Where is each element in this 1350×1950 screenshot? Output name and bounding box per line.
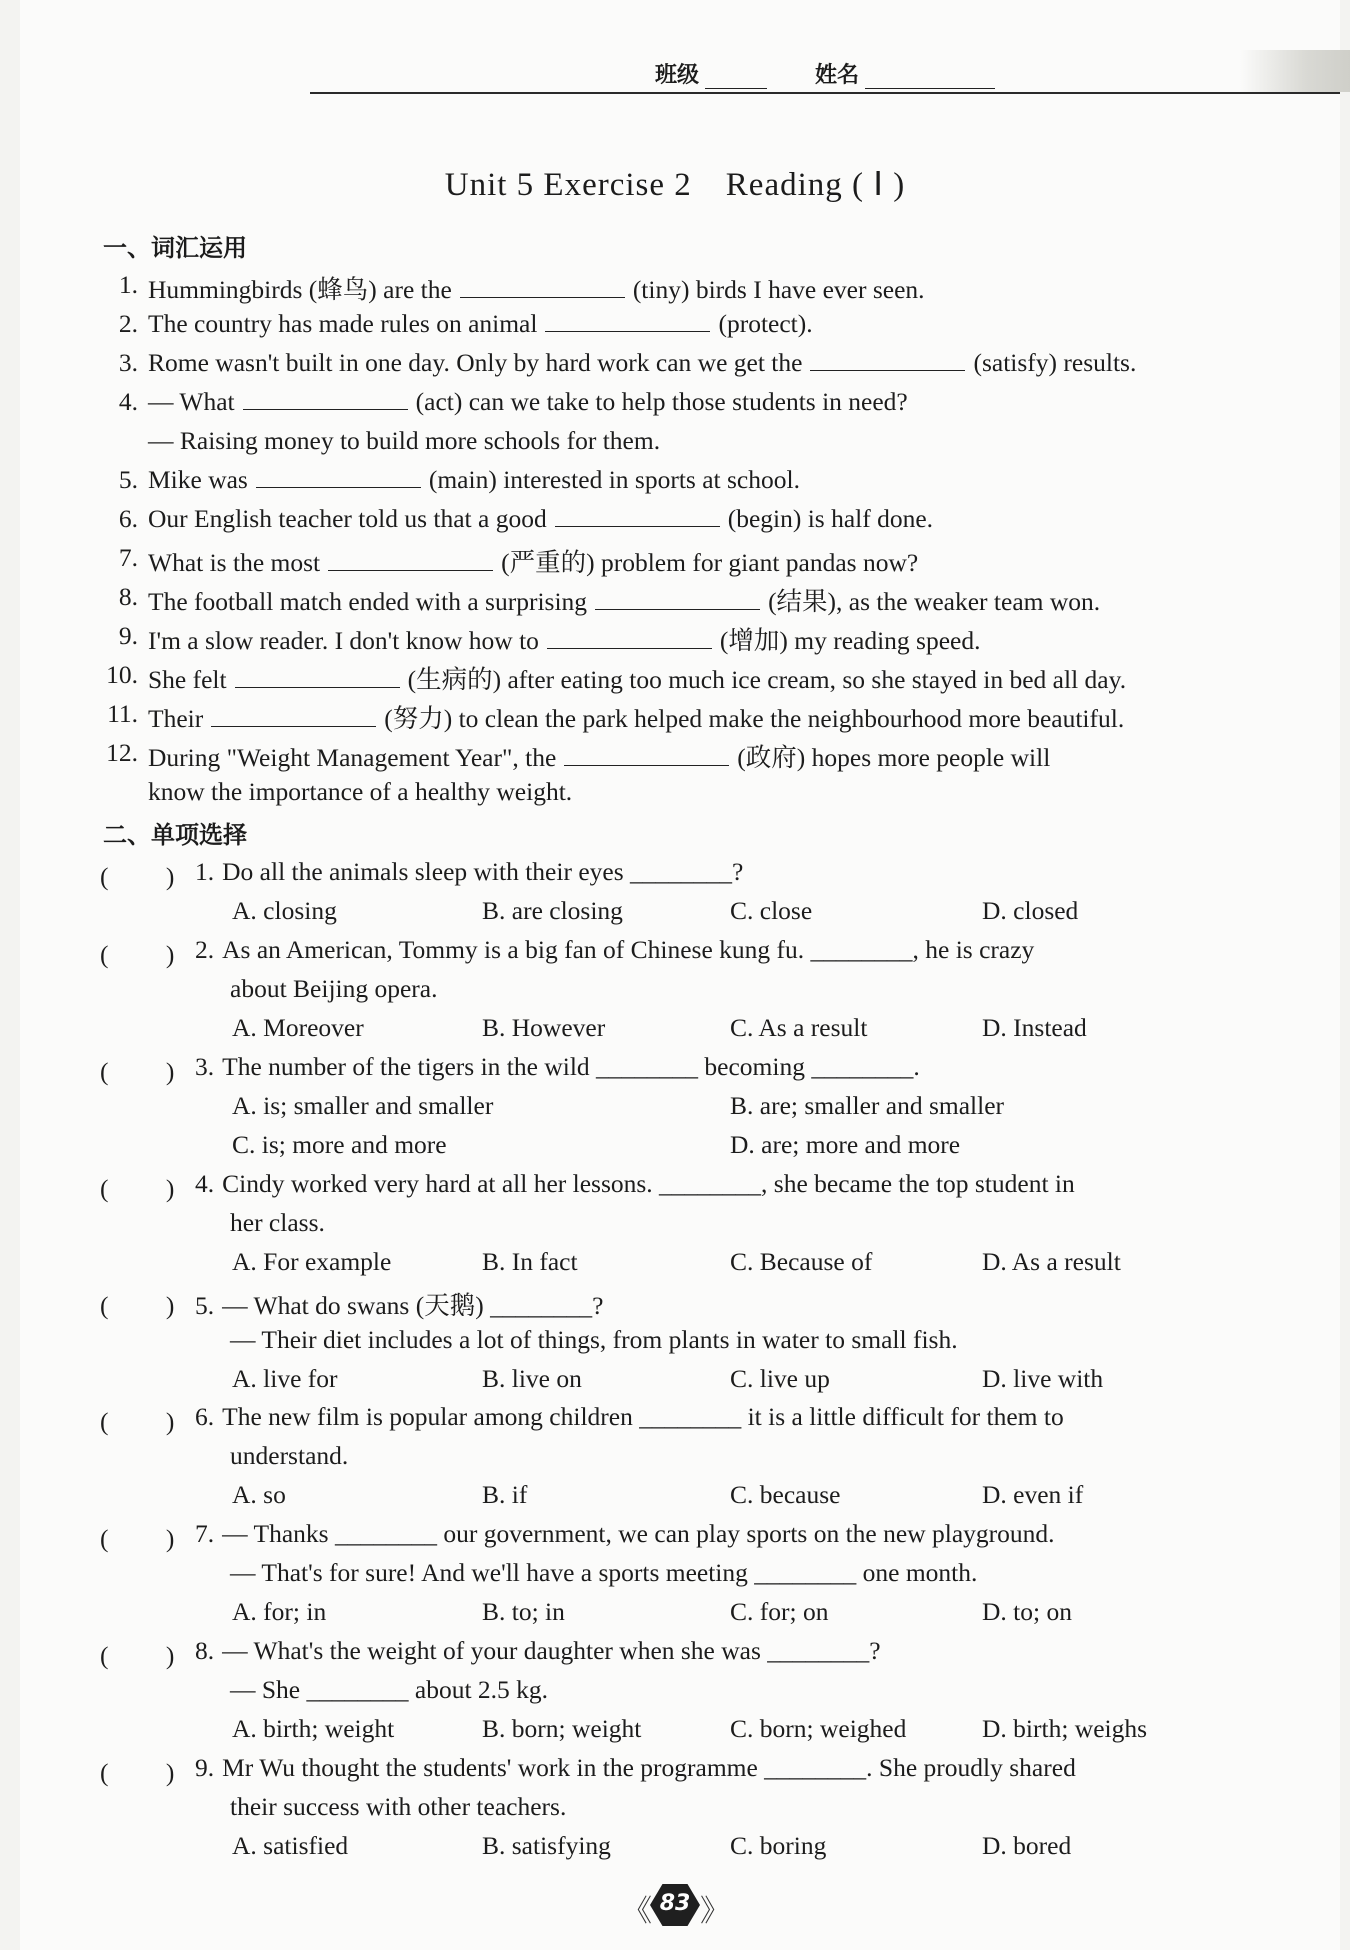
page-title: Unit 5 Exercise 2 Reading ( Ⅰ ) <box>444 167 906 203</box>
answer-blank[interactable] <box>235 667 400 688</box>
option-a[interactable]: A. is; smaller and smaller <box>232 1091 494 1120</box>
option-c[interactable]: C. because <box>730 1480 841 1509</box>
option-d[interactable]: D. Instead <box>982 1013 1087 1042</box>
question-number: 8. <box>195 1636 215 1665</box>
answer-parentheses[interactable]: ( ) <box>100 862 175 891</box>
vocab-item <box>118 582 1101 618</box>
vocab-item <box>118 543 919 579</box>
vocab-item-hint: (努力) to clean the park helped make the neighbourhood more beautiful. <box>384 704 1125 733</box>
question-text: — What's the weight of your daughter when she was ________? <box>222 1636 881 1665</box>
question-line <box>230 1208 325 1238</box>
option-b[interactable]: B. to; in <box>482 1597 565 1626</box>
vocab-item-hint: (act) can we take to help those students in need? <box>415 387 908 416</box>
vocab-item-text: What is the most <box>148 548 321 577</box>
option-d[interactable]: D. birth; weighs <box>982 1714 1148 1743</box>
option-a[interactable]: A. for; in <box>232 1597 327 1626</box>
question-text: — She ________ about 2.5 kg. <box>230 1675 549 1704</box>
option-c[interactable]: C. close <box>730 896 813 925</box>
left-chevron-icon: 《 <box>622 1894 652 1929</box>
question-number: 5. <box>195 1291 215 1320</box>
vocab-item <box>118 309 813 339</box>
vocab-item-text: I'm a slow reader. I don't know how to <box>148 626 539 655</box>
question-text: their success with other teachers. <box>230 1792 567 1821</box>
page-header <box>310 50 1340 94</box>
question-line <box>195 1286 603 1322</box>
vocab-item-text: know the importance of a healthy weight. <box>148 777 573 806</box>
option-b[interactable]: B. are closing <box>482 896 623 925</box>
name-blank[interactable] <box>865 66 995 89</box>
option-c[interactable]: C. boring <box>730 1831 827 1860</box>
vocab-item-number: 5. <box>118 465 138 494</box>
vocab-item-text: — What <box>148 387 235 416</box>
option-a[interactable]: A. so <box>232 1480 286 1509</box>
vocab-item-hint: (protect). <box>718 309 813 338</box>
question-number: 4. <box>195 1169 215 1198</box>
question-line <box>195 935 1034 965</box>
question-text: — Their diet includes a lot of things, from plants in water to small fish. <box>230 1325 958 1354</box>
vocab-item-number: 12. <box>106 738 138 767</box>
vocab-item-hint: (结果), as the weaker team won. <box>768 587 1101 616</box>
vocab-item-text: Hummingbirds (蜂鸟) are the <box>148 275 452 304</box>
page-number: 83 <box>659 1891 691 1916</box>
option-c[interactable]: C. live up <box>730 1364 830 1393</box>
answer-parentheses[interactable]: ( ) <box>100 1174 175 1203</box>
name-label: 姓名 <box>815 63 860 88</box>
vocab-item <box>106 738 1051 774</box>
question-text: As an American, Tommy is a big fan of Chinese kung fu. ________, he is crazy <box>222 935 1035 964</box>
option-b[interactable]: B. However <box>482 1013 606 1042</box>
question-text: The number of the tigers in the wild ________ becoming ________. <box>222 1052 920 1081</box>
vocab-item-text: Our English teacher told us that a good <box>148 504 547 533</box>
question-line <box>230 974 438 1004</box>
answer-parentheses[interactable]: ( ) <box>100 1758 175 1787</box>
vocab-item <box>118 387 908 417</box>
answer-blank[interactable] <box>555 506 720 527</box>
question-text: her class. <box>230 1208 325 1237</box>
class-label: 班级 <box>655 63 700 88</box>
question-text: The new film is popular among children ________ it is a little difficult for them to <box>222 1402 1064 1431</box>
class-field <box>655 58 767 89</box>
option-b[interactable]: B. satisfying <box>482 1831 611 1860</box>
option-c[interactable]: C. for; on <box>730 1597 829 1626</box>
answer-parentheses[interactable]: ( ) <box>100 1057 175 1086</box>
question-line <box>195 1753 1076 1783</box>
option-d[interactable]: D. live with <box>982 1364 1104 1393</box>
class-blank[interactable] <box>705 66 767 89</box>
vocab-item <box>118 270 925 306</box>
vocab-item <box>106 660 1127 696</box>
option-d[interactable]: D. closed <box>982 896 1079 925</box>
vocab-item-text: The football match ended with a surprising <box>148 587 588 616</box>
question-text: — That's for sure! And we'll have a sports meeting ________ one month. <box>230 1558 978 1587</box>
vocab-item-number: 2. <box>118 309 138 338</box>
answer-parentheses[interactable]: ( ) <box>100 1524 175 1553</box>
question-line <box>230 1558 977 1588</box>
answer-blank[interactable] <box>545 311 710 332</box>
question-text: Mr Wu thought the students' work in the programme ________. She proudly shared <box>222 1753 1076 1782</box>
vocab-item-hint: (生病的) after eating too much ice cream, so she stayed in bed all day. <box>407 665 1127 694</box>
option-b[interactable]: B. In fact <box>482 1247 578 1276</box>
vocab-item-hint: (增加) my reading speed. <box>719 626 981 655</box>
vocab-item-text: During "Weight Management Year", the <box>148 743 557 772</box>
answer-parentheses[interactable]: ( ) <box>100 940 175 969</box>
vocab-item-number: 11. <box>107 699 138 728</box>
question-line <box>195 1519 1055 1549</box>
option-c[interactable]: C. born; weighed <box>730 1714 907 1743</box>
option-c[interactable]: C. is; more and more <box>232 1130 447 1159</box>
vocab-item-number: 10. <box>106 660 138 689</box>
name-field <box>815 58 995 89</box>
vocab-item <box>107 699 1125 735</box>
right-chevron-icon: 》 <box>700 1894 730 1929</box>
answer-blank[interactable] <box>211 706 376 727</box>
vocab-item-number: 7. <box>118 543 138 572</box>
vocab-item-hint: (tiny) birds I have ever seen. <box>632 275 925 304</box>
vocab-item-hint: (begin) is half done. <box>727 504 934 533</box>
question-line <box>195 1052 920 1082</box>
vocab-item-text: She felt <box>148 665 227 694</box>
question-text: — Thanks ________ our government, we can play sports on the new playground. <box>222 1519 1055 1548</box>
vocab-item-text: Mike was <box>148 465 248 494</box>
page-number-badge <box>620 1880 730 1930</box>
answer-blank[interactable] <box>328 550 493 571</box>
vocab-item-number: 4. <box>118 387 138 416</box>
vocab-item <box>118 348 1137 378</box>
section1-heading: 一、词汇运用 <box>103 234 247 262</box>
vocab-item-text: — Raising money to build more schools for them. <box>148 426 661 455</box>
question-number: 7. <box>195 1519 215 1548</box>
answer-parentheses[interactable]: ( ) <box>100 1407 175 1436</box>
option-a[interactable]: A. closing <box>232 896 337 925</box>
question-number: 3. <box>195 1052 215 1081</box>
option-b[interactable]: B. live on <box>482 1364 582 1393</box>
vocab-item-text: Their <box>148 704 204 733</box>
option-d[interactable]: D. even if <box>982 1480 1084 1509</box>
answer-parentheses[interactable]: ( ) <box>100 1291 175 1320</box>
question-line <box>195 857 743 887</box>
answer-blank[interactable] <box>547 628 712 649</box>
vocab-item-number: 1. <box>118 270 138 299</box>
vocab-item-hint: (main) interested in sports at school. <box>428 465 800 494</box>
question-line <box>195 1402 1064 1432</box>
answer-blank[interactable] <box>460 277 625 298</box>
question-text: Cindy worked very hard at all her lessons. ________, she became the top student in <box>222 1169 1075 1198</box>
question-number: 1. <box>195 857 215 886</box>
section2-heading: 二、单项选择 <box>103 821 247 849</box>
vocab-item-text: The country has made rules on animal <box>148 309 538 338</box>
option-b[interactable]: B. born; weight <box>482 1714 642 1743</box>
option-d[interactable]: D. are; more and more <box>730 1130 961 1159</box>
vocab-item-number: 9. <box>118 621 138 650</box>
question-text: Do all the animals sleep with their eyes ________? <box>222 857 744 886</box>
option-b[interactable]: B. if <box>482 1480 528 1509</box>
answer-blank[interactable] <box>595 589 760 610</box>
vocab-item-number: 3. <box>118 348 138 377</box>
answer-blank[interactable] <box>810 350 965 371</box>
vocab-item-number: 6. <box>118 504 138 533</box>
option-a[interactable]: A. satisfied <box>232 1831 349 1860</box>
question-number: 2. <box>195 935 215 964</box>
vocab-item-number: 8. <box>118 582 138 611</box>
answer-blank[interactable] <box>243 389 408 410</box>
option-c[interactable]: C. As a result <box>730 1013 868 1042</box>
question-text: about Beijing opera. <box>230 974 438 1003</box>
option-d[interactable]: D. bored <box>982 1831 1072 1860</box>
question-text: understand. <box>230 1441 349 1470</box>
question-line <box>230 1325 958 1355</box>
vocab-item-text: Rome wasn't built in one day. Only by hard work can we get the <box>148 348 803 377</box>
question-line <box>230 1792 566 1822</box>
answer-blank[interactable] <box>564 745 729 766</box>
vocab-item <box>148 426 660 456</box>
option-a[interactable]: A. live for <box>232 1364 338 1393</box>
question-text: — What do swans (天鹅) ________? <box>222 1291 604 1320</box>
question-line <box>195 1169 1075 1199</box>
vocab-item <box>148 777 572 807</box>
option-a[interactable]: A. For example <box>232 1247 392 1276</box>
vocab-item <box>118 621 981 657</box>
question-number: 9. <box>195 1753 215 1782</box>
option-d[interactable]: D. As a result <box>982 1247 1121 1276</box>
question-line <box>230 1441 348 1471</box>
question-number: 6. <box>195 1402 215 1431</box>
vocab-item <box>118 504 934 534</box>
option-b[interactable]: B. are; smaller and smaller <box>730 1091 1005 1120</box>
answer-parentheses[interactable]: ( ) <box>100 1641 175 1670</box>
vocab-item <box>118 465 800 495</box>
answer-blank[interactable] <box>256 467 421 488</box>
vocab-item-hint: (政府) hopes more people will <box>737 743 1051 772</box>
option-a[interactable]: A. birth; weight <box>232 1714 395 1743</box>
vocab-item-hint: (严重的) problem for giant pandas now? <box>501 548 919 577</box>
option-d[interactable]: D. to; on <box>982 1597 1072 1626</box>
vocab-item-hint: (satisfy) results. <box>973 348 1137 377</box>
option-a[interactable]: A. Moreover <box>232 1013 364 1042</box>
question-line <box>230 1675 548 1705</box>
header-decoration <box>1240 50 1350 92</box>
option-c[interactable]: C. Because of <box>730 1247 873 1276</box>
question-line <box>195 1636 881 1666</box>
